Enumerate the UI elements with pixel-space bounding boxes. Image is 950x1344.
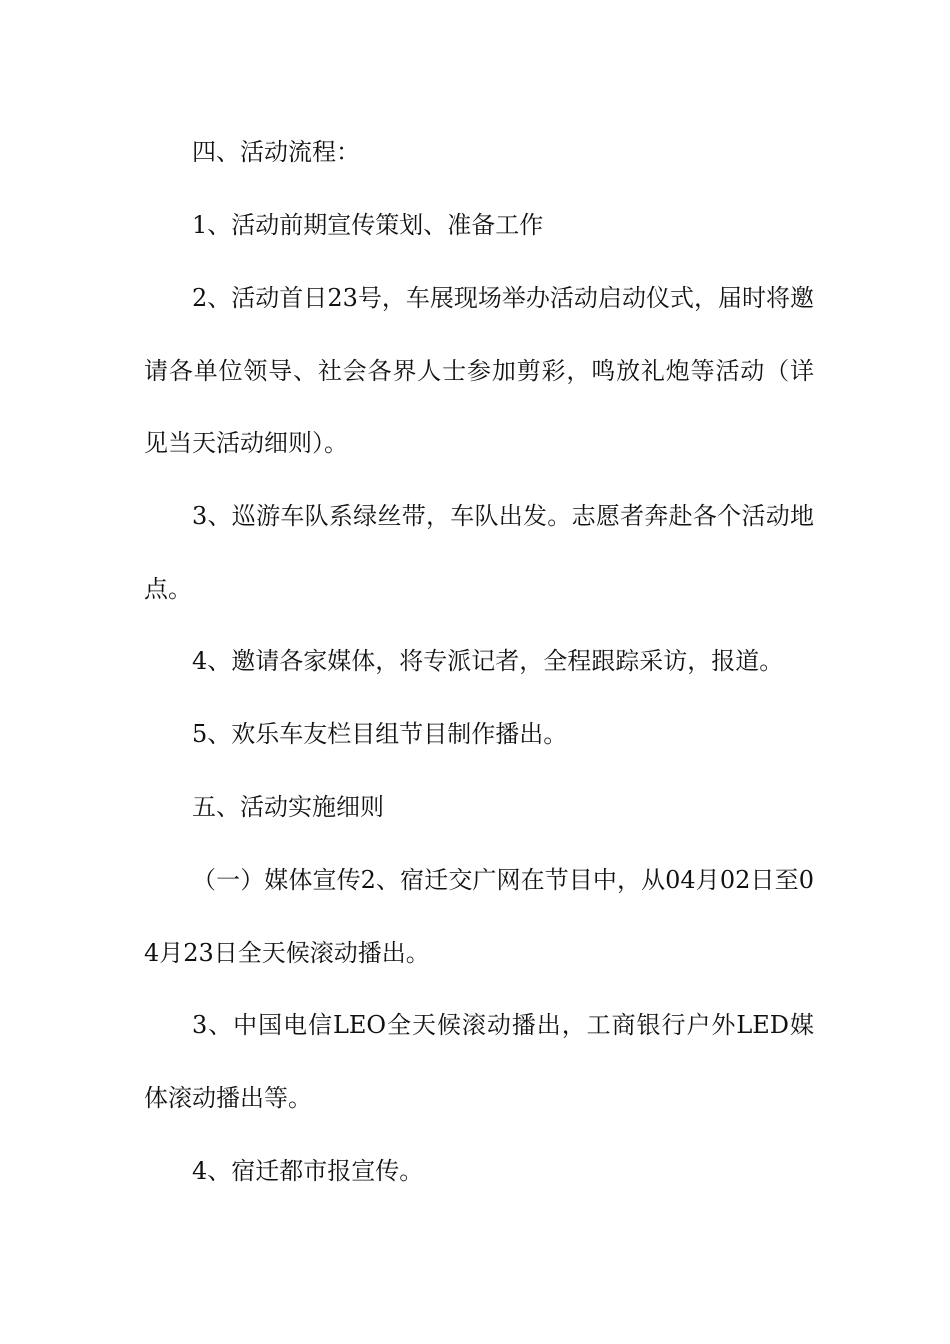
paragraph-item-media-3: 3、中国电信LEO全天候滚动播出，工商银行户外LED媒体滚动播出等。 bbox=[144, 1011, 814, 1112]
paragraph-item-media-4: 4、宿迁都市报宣传。 bbox=[192, 1157, 424, 1185]
paragraph-media-promotion: （一）媒体宣传2、宿迁交广网在节目中，从04月02日至04月23日全天候滚动播出。 bbox=[144, 866, 814, 967]
paragraph-item-3: 3、巡游车队系绿丝带，车队出发。志愿者奔赴各个活动地点。 bbox=[144, 502, 814, 603]
paragraph-item-5: 5、欢乐车友栏目组节目制作播出。 bbox=[192, 720, 568, 748]
paragraph-item-2: 2、活动首日23号，车展现场举办活动启动仪式，届时将邀请各单位领导、社会各界人士参加剪彩，鸣放礼炮等活动（详见当天活动细则）。 bbox=[144, 284, 814, 458]
section-heading-implementation-details: 五、活动实施细则 bbox=[192, 793, 384, 821]
paragraph-item-4: 4、邀请各家媒体，将专派记者，全程跟踪采访，报道。 bbox=[192, 647, 784, 675]
paragraph-item-1: 1、活动前期宣传策划、准备工作 bbox=[192, 211, 544, 239]
section-heading-activity-process: 四、活动流程： bbox=[192, 138, 360, 166]
